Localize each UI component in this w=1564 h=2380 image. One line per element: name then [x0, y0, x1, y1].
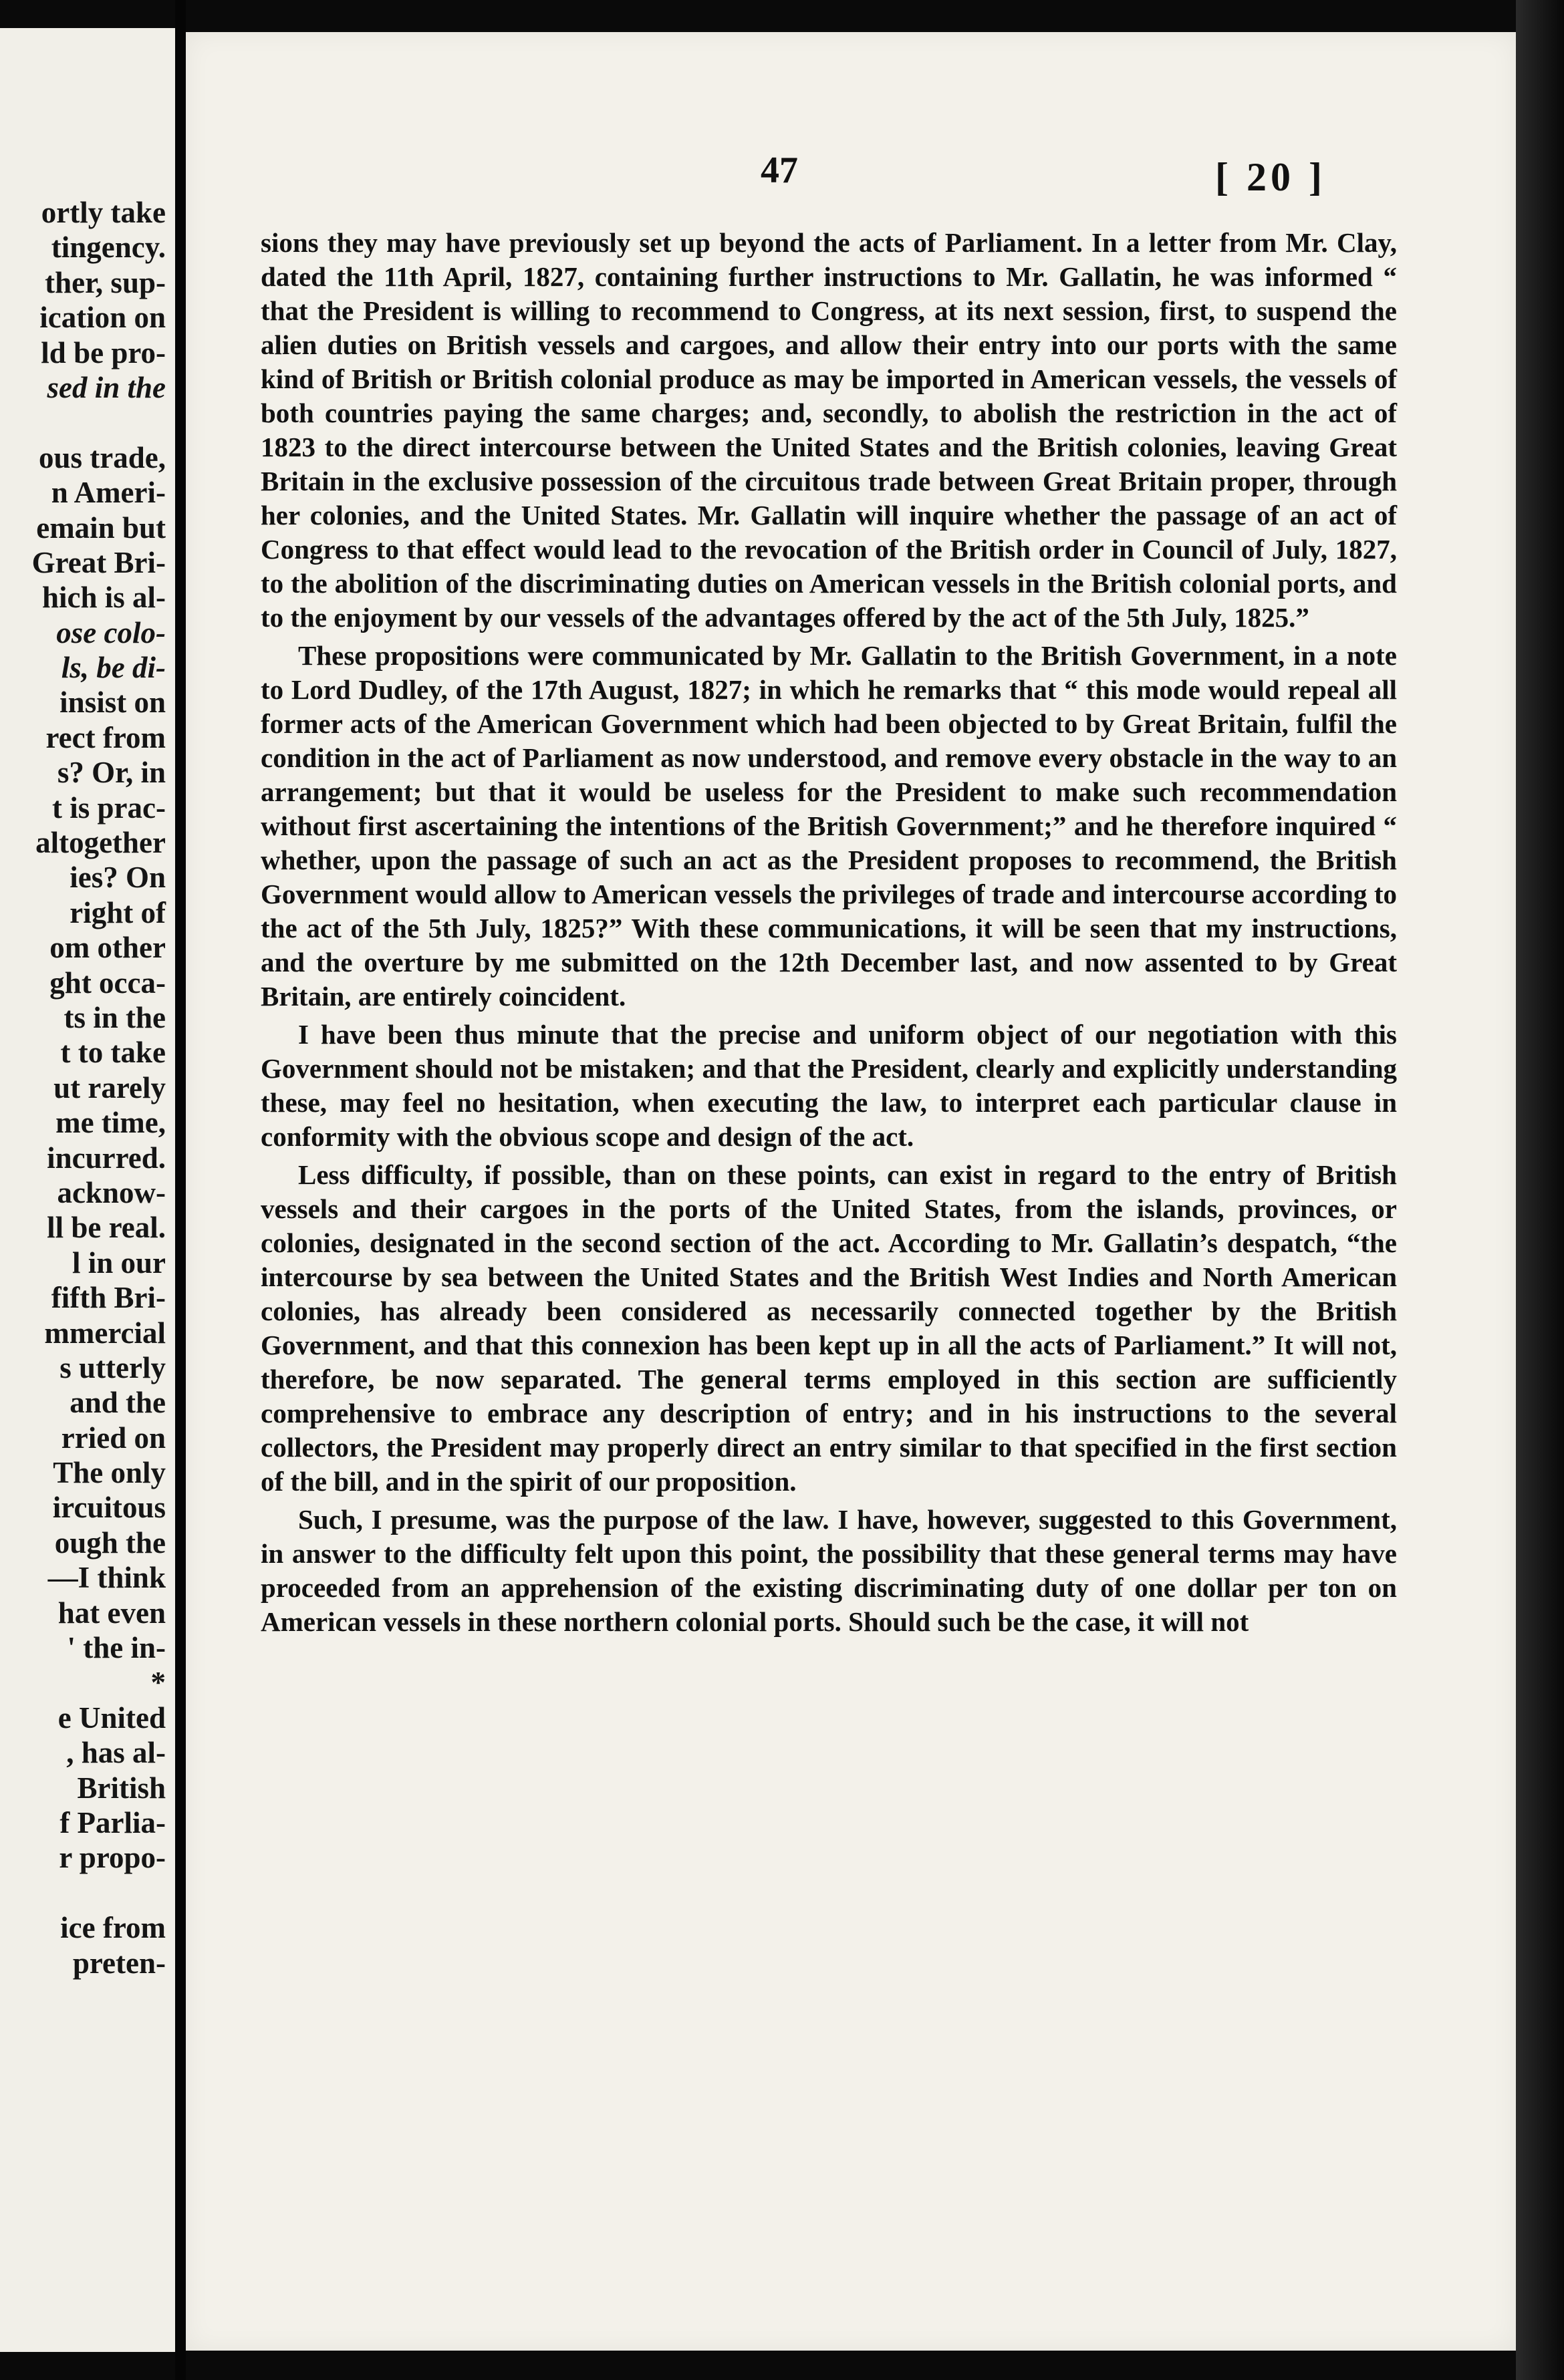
previous-page-line: ous trade, [39, 440, 166, 474]
previous-page-line: ut rarely [53, 1070, 166, 1104]
previous-page-line: sed in the [47, 370, 166, 404]
previous-page-line: ' the in- [67, 1631, 166, 1665]
previous-page-line: emain but [36, 510, 166, 545]
previous-page-line: ice from [60, 1911, 166, 1945]
paragraph: sions they may have previously set up beyond the acts of Parliament. In a letter from Mr. Clay, dated the 11th April, 1827, containing further instructions to Mr. Gallatin, he was informed “ that the President is willing to recommend to Congress, at its next session, first, to suspend the alien duties on British vessels and cargoes, and allow their entry into our ports with the same kind of British or British colonial produce as may be imported in American vessels, the vessels of both countries paying the same charges; and, secondly, to abolish the restriction in the act of 1823 to the direct intercourse between the United States and the British colonies, leaving Great Britain in the exclusive possession of the circuitous trade between Great Britain proper, through her colonies, and the United States. Mr. Gallatin will inquire whether the passage of an act of Congress to that effect would lead to the revocation of the British order in Council of July, 1827, to the abolition of the discriminating duties on American vessels in the British colonial ports, and to the enjoyment by our vessels of the advantages offered by the act of the 5th July, 1825.” [261, 227, 1397, 633]
page-number: 47 [761, 150, 798, 191]
page-header [186, 149, 1516, 209]
page-edge-shadow [1516, 0, 1564, 2380]
previous-page-line: insist on [59, 686, 166, 720]
paragraph: Such, I presume, was the purpose of the law. I have, however, suggested to this Government, in answer to the difficulty felt upon this point, the possibility that these general terms may have proceeded from an apprehension of the existing discriminating duty of one dollar per ton on American vessels in these northern colonial ports. Should such be the case, it will not [261, 1504, 1397, 1637]
previous-page-line: hat even [57, 1596, 166, 1630]
bracketed-page-number: [ 20 ] [1215, 155, 1326, 199]
previous-page-line: incurred. [47, 1141, 166, 1175]
previous-page-fragment [0, 28, 175, 2352]
previous-page-line: f Parlia- [59, 1805, 166, 1839]
previous-page-line: om other [49, 931, 166, 965]
body-text [261, 226, 1397, 1639]
previous-page-line: acknow- [57, 1175, 166, 1209]
previous-page-line: ircuitous [52, 1491, 166, 1525]
previous-page-line: ls, be di- [61, 651, 166, 685]
previous-page-line: , has al- [66, 1736, 166, 1770]
previous-page-line: me time, [55, 1106, 166, 1140]
previous-page-line: ortly take [41, 196, 166, 229]
previous-page-line: altogether [35, 826, 166, 860]
previous-page-line: ld be pro- [41, 335, 166, 369]
previous-page-line: right of [70, 895, 166, 929]
previous-page-line: fifth Bri- [51, 1281, 166, 1315]
previous-page-line: Great Bri- [31, 545, 166, 579]
previous-page-line: ication on [39, 301, 166, 335]
previous-page-line: r propo- [59, 1841, 166, 1875]
previous-page-line: t to take [60, 1036, 166, 1070]
previous-page-line: n Ameri- [51, 476, 166, 510]
previous-page-line: mmercial [44, 1316, 166, 1350]
previous-page-line: ght occa- [49, 965, 166, 1000]
paragraph: I have been thus minute that the precise and uniform object of our negotiation with this Government should not be mistaken; and that the President, clearly and explicitly understanding these, may feel no hesitation, when executing the law, to interpret each particular clause in conformity with the obvious scope and design of the act. [261, 1019, 1397, 1152]
previous-page-line-endings [0, 195, 166, 1980]
paragraph: Less difficulty, if possible, than on these points, can exist in regard to the entry of British vessels and their cargoes in the ports of the United States, from the islands, provinces, or colonies, designated in the second section of the act. According to Mr. Gallatin’s despatch, “the intercourse by sea between the United States and the British West Indies and North American colonies, has already been considered as necessarily connected together by the British Government, and that this connexion has been kept up in all the acts of Parliament.” It will not, therefore, be now separated. The general terms employed in this section are sufficiently comprehensive to embrace any description of entry; and in his instructions to the several collectors, the President may properly direct an entry similar to that specified in the first section of the bill, and in the spirit of our proposition. [261, 1159, 1397, 1497]
previous-page-line: The only [53, 1456, 166, 1490]
previous-page-line: ll be real. [47, 1211, 166, 1245]
previous-page-line: ose colo- [56, 615, 166, 649]
paragraph: These propositions were communicated by Mr. Gallatin to the British Government, in a note to Lord Dudley, of the 17th August, 1827; in which he remarks that “ this mode would repeal all former acts of the American Government which had been objected to by Great Britain, fulfil the condition in the act of Parliament as now understood, and remove every obstacle in the way to an arrangement; but that it would be useless for the President to make such recommendation without first ascertaining the intentions of the British Government;” and he therefore inquired “ whether, upon the passage of such an act as the President proposes to recommend, the British Government would allow to American vessels the privileges of trade and intercourse according to the act of the 5th July, 1825?” With these communications, it will be seen that my instructions, and the overture by me submitted on the 12th December last, and now assented to by Great Britain, are entirely coincident. [261, 640, 1397, 1012]
previous-page-line: l in our [72, 1245, 166, 1280]
page [186, 32, 1516, 2351]
previous-page-line [0, 1876, 166, 1910]
previous-page-line: and the [70, 1386, 166, 1420]
previous-page-line: ough the [54, 1525, 166, 1559]
previous-page-line: ther, sup- [45, 265, 166, 299]
previous-page-line: —I think [47, 1561, 166, 1595]
previous-page-line: * [150, 1666, 166, 1700]
previous-page-line: s? Or, in [57, 756, 166, 790]
previous-page-line: ts in the [63, 1000, 166, 1034]
previous-page-line: ies? On [70, 861, 166, 895]
previous-page-line: t is prac- [52, 790, 166, 825]
book-gutter [175, 0, 186, 2380]
previous-page-line: e United [57, 1700, 166, 1735]
previous-page-line [0, 405, 166, 440]
previous-page-line: s utterly [59, 1350, 166, 1384]
previous-page-line: rect from [45, 720, 166, 754]
previous-page-line: rried on [61, 1421, 166, 1455]
previous-page-line: tingency. [51, 231, 166, 265]
previous-page-line: British [77, 1771, 166, 1805]
previous-page-line: hich is al- [41, 581, 166, 615]
previous-page-line: preten- [72, 1946, 166, 1980]
